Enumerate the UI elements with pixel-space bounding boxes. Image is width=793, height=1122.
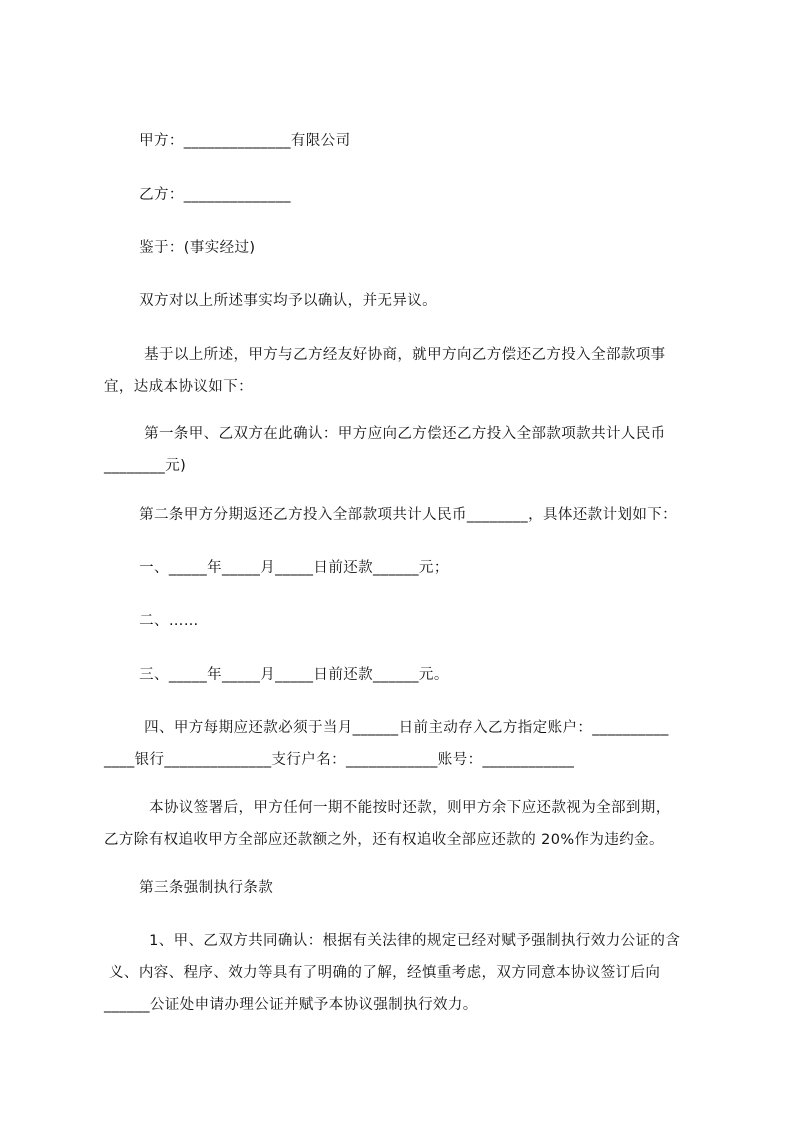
party-b-line: 乙方：______________ xyxy=(104,187,291,203)
confirmation-paragraph: 双方对以上所述事实均予以确认，并无异议。 xyxy=(104,293,438,309)
preamble-paragraph: 基于以上所述，甲方与乙方经友好协商，就甲方向乙方偿还乙方投入全部款项事 宜，达成本协议如下： xyxy=(104,347,666,395)
default-clause-paragraph: 本协议签署后，甲方任何一期不能按时还款，则甲方余下应还款视为全部到期， 乙方除有权追收甲方全部应还款额之外，还有权追收全部应还款的 20%作为违约金。 xyxy=(104,800,671,848)
enforcement-clause-paragraph: 1、甲、乙双方共同确认：根据有关法律的规定已经对赋予强制执行效力公证的含 义、内容、程序、效力等具有了明确的了解，经慎重考虑，双方同意本协议签订后向 ______公证处申请办理公证并赋予本协议强制执行效力。 xyxy=(104,933,681,1013)
article-three-heading: 第三条强制执行条款 xyxy=(104,880,274,896)
article-two-paragraph: 第二条甲方分期返还乙方投入全部款项共计人民币________，具体还款计划如下： xyxy=(104,507,678,523)
installment-two-line: 二、…… xyxy=(104,613,199,629)
installment-one-line: 一、_____年_____月_____日前还款______元； xyxy=(104,560,449,576)
installment-three-line: 三、_____年_____月_____日前还款______元。 xyxy=(104,667,449,683)
payment-account-paragraph: 四、甲方每期应还款必须于当月______日前主动存入乙方指定账户：__________ ____银行______________支行户名：____________账号：____________ xyxy=(104,720,669,768)
party-a-line: 甲方：______________有限公司 xyxy=(104,133,351,149)
article-one-paragraph: 第一条甲、乙双方在此确认：甲方应向乙方偿还乙方投入全部款项款共计人民币 ________元) xyxy=(104,426,666,474)
whereas-line: 鉴于：(事实经过) xyxy=(104,240,256,256)
